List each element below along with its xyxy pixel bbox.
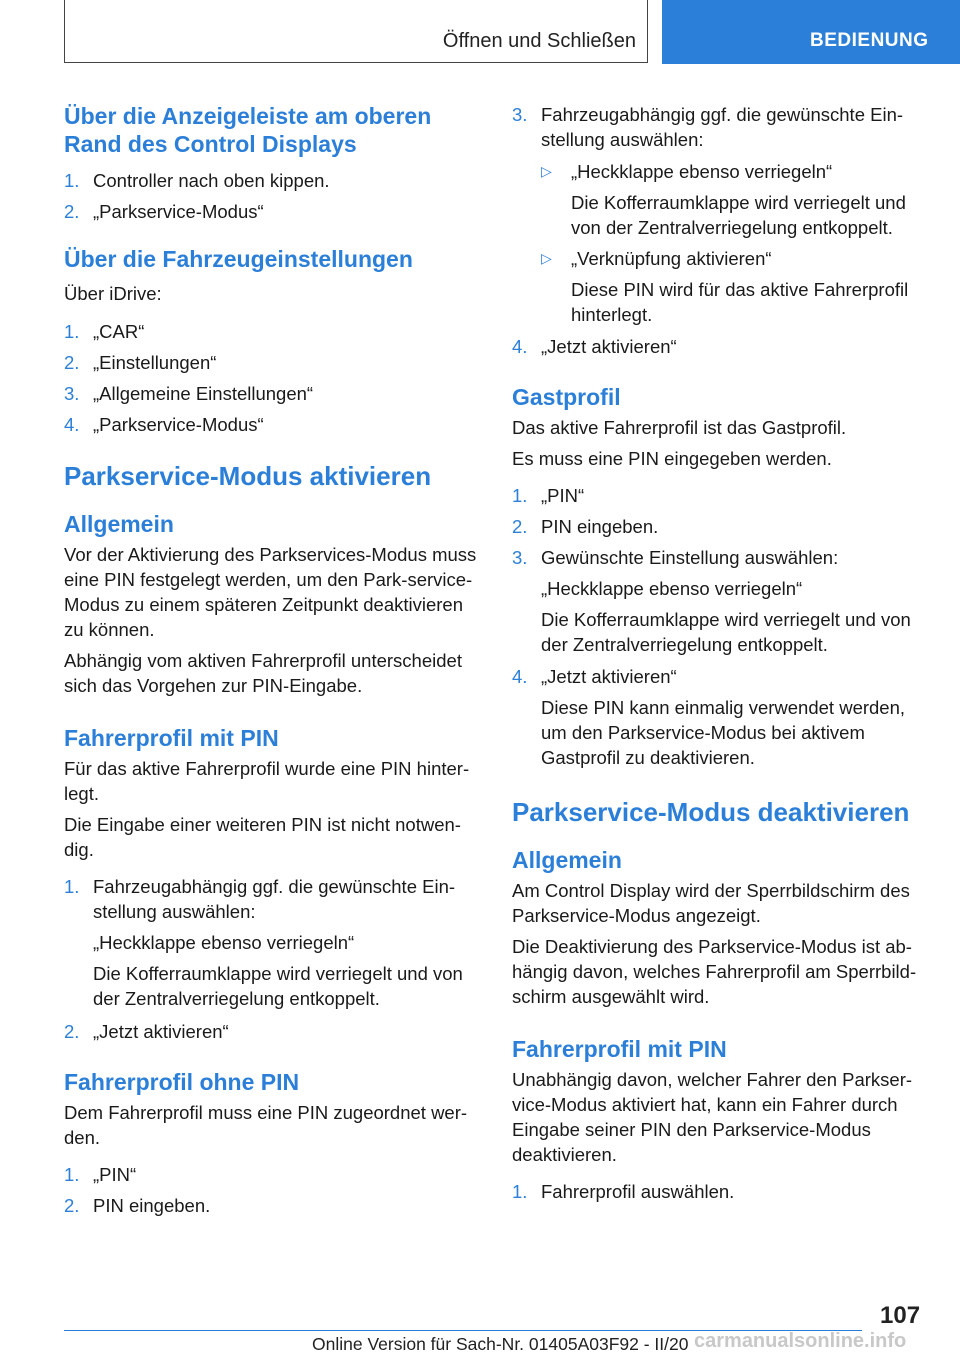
sub-paragraph: „Heckklappe ebenso verriegeln“ xyxy=(93,932,355,953)
chapter-tab-label: BEDIENUNG xyxy=(810,30,929,51)
triangle-icon: ▷ xyxy=(541,250,552,266)
list-number: 1. xyxy=(64,1164,80,1185)
list-item: 1. „CAR“ xyxy=(64,321,145,342)
sub-paragraph: „Heckklappe ebenso verriegeln“ xyxy=(541,578,803,599)
heading-allgemein-2: Allgemein xyxy=(512,847,622,873)
section-title: Öffnen und Schließen xyxy=(442,30,636,52)
list-anzeigeleiste xyxy=(64,168,479,224)
page-number: 107 xyxy=(880,1302,921,1329)
option-title: „Heckklappe ebenso verriegeln“ xyxy=(571,161,833,182)
paragraph: Unabhängig davon, welcher Fahrer den Parkser-vice-Modus aktiviert hat, kann ein Fahrer durch Eingabe seiner PIN den Parkservice-Modus deaktivieren. xyxy=(512,1069,913,1165)
list-number: 2. xyxy=(64,352,80,373)
sub-paragraph: Die Kofferraumklappe wird verriegelt und von der Zentralverriegelung entkoppelt. xyxy=(93,963,463,1009)
watermark: carmanualsonline.info xyxy=(694,1330,907,1352)
list-number: 1. xyxy=(64,876,80,897)
heading-fahrerprofil-mit-pin-2: Fahrerprofil mit PIN xyxy=(512,1036,727,1062)
list-item: 3. „Allgemeine Einstellungen“ xyxy=(64,383,314,404)
list-number: 2. xyxy=(512,516,528,537)
triangle-icon: ▷ xyxy=(541,163,552,179)
heading-anzeigeleiste: Über die Anzeigeleiste am oberen Rand des Control Displays xyxy=(64,103,432,157)
list-number: 4. xyxy=(512,666,528,687)
paragraph: Am Control Display wird der Sperrbildschirm des Parkservice-Modus angezeigt. xyxy=(512,880,910,926)
paragraph: Über iDrive: xyxy=(64,283,162,304)
list-item: 2. „Jetzt aktivieren“ xyxy=(64,1021,229,1042)
list-deaktivieren-mit-pin xyxy=(512,1179,927,1204)
list-item: 2. „Einstellungen“ xyxy=(64,352,217,373)
list-item: 4. „Parkservice-Modus“ xyxy=(64,414,264,435)
list-number: 2. xyxy=(64,1195,80,1216)
paragraph: Es muss eine PIN eingegeben werden. xyxy=(512,448,832,469)
heading-gastprofil: Gastprofil xyxy=(512,384,621,410)
heading-aktivieren: Parkservice-Modus aktivieren xyxy=(64,461,432,491)
paragraph: Dem Fahrerprofil muss eine PIN zugeordnet wer-den. xyxy=(64,1102,468,1148)
list-mit-pin xyxy=(64,874,479,1044)
list-number: 3. xyxy=(512,547,528,568)
list-ohne-pin xyxy=(64,1162,479,1218)
heading-fahrerprofil-mit-pin: Fahrerprofil mit PIN xyxy=(64,725,279,751)
list-number: 2. xyxy=(64,201,80,222)
list-number: 4. xyxy=(512,336,528,357)
list-number: 4. xyxy=(64,414,80,435)
paragraph: Abhängig vom aktiven Fahrerprofil unterscheidet sich das Vorgehen zur PIN-Eingabe. xyxy=(64,650,462,696)
list-item: 1. „PIN“ xyxy=(512,485,585,506)
heading-deaktivieren: Parkservice-Modus deaktivieren xyxy=(512,797,910,827)
paragraph: Das aktive Fahrerprofil ist das Gastprofil. xyxy=(512,417,847,438)
option-text: Die Kofferraumklappe wird verriegelt und von der Zentralverriegelung entkoppelt. xyxy=(571,192,906,238)
list-item: 1. „PIN“ xyxy=(64,1164,137,1185)
right-column xyxy=(512,102,927,1204)
option-title: „Verknüpfung aktivieren“ xyxy=(571,248,772,269)
list-item: 1. Controller nach oben kippen. xyxy=(64,170,330,191)
heading-allgemein: Allgemein xyxy=(64,511,174,537)
list-item: 2. PIN eingeben. xyxy=(512,516,659,537)
option-heckklappe xyxy=(541,159,927,240)
list-item: 4. „Jetzt aktivieren“ Diese PIN kann einmalig verwendet werden, um den Parkservice-Modus bei aktivem Gastprofil zu deaktivieren. xyxy=(512,664,927,770)
list-item: 1. Fahrzeugabhängig ggf. die gewünschte Ein-stellung auswählen: „Heckklappe ebenso verriegeln“ Die Kofferraumklappe wird verriegelt und von der Zentralverriegelung entkoppelt. xyxy=(64,874,479,1011)
footer-text: Online Version für Sach-Nr. 01405A03F92 - II/20 xyxy=(312,1334,689,1354)
list-item: 2. „Parkservice-Modus“ xyxy=(64,201,264,222)
list-number: 1. xyxy=(64,170,80,191)
list-mit-pin-continued xyxy=(512,102,927,359)
left-column xyxy=(64,102,479,1218)
option-verknuepfung xyxy=(541,246,927,327)
list-item: 2. PIN eingeben. xyxy=(64,1195,211,1216)
list-number: 1. xyxy=(512,1181,528,1202)
list-item: 1. Fahrerprofil auswählen. xyxy=(512,1181,735,1202)
paragraph: Für das aktive Fahrerprofil wurde eine PIN hinter-legt. xyxy=(64,758,470,804)
list-number: 1. xyxy=(512,485,528,506)
chapter-tab xyxy=(662,0,960,64)
page-header xyxy=(0,0,960,66)
list-fahrzeugeinstellungen xyxy=(64,319,479,437)
option-text: Diese PIN wird für das aktive Fahrerprofil hinterlegt. xyxy=(571,279,909,325)
paragraph: Vor der Aktivierung des Parkservices-Modus muss eine PIN festgelegt werden, um den Park-service-Modus zu einem späteren Zeitpunkt deaktivieren zu können. xyxy=(64,544,477,640)
list-item: 3. Fahrzeugabhängig ggf. die gewünschte Ein-stellung auswählen: ▷ „Heckklappe ebenso verriegeln“ Die Kofferraumklappe wird verriegelt und von der Zentralverriegelung entkoppelt. ▷ „Verknüpfung aktivieren“ Diese PIN wird für das aktive Fahrerprofil hinterlegt. xyxy=(512,102,927,327)
list-number: 3. xyxy=(64,383,80,404)
list-gastprofil xyxy=(512,483,927,770)
sub-paragraph: Die Kofferraumklappe wird verriegelt und von der Zentralverriegelung entkoppelt. xyxy=(541,609,911,655)
heading-fahrerprofil-ohne-pin: Fahrerprofil ohne PIN xyxy=(64,1069,300,1095)
paragraph: Die Deaktivierung des Parkservice-Modus ist ab-hängig davon, welches Fahrerprofil am Sperrbild-schirm ausgewählt wird. xyxy=(512,936,917,1007)
heading-fahrzeugeinstellungen: Über die Fahrzeugeinstellungen xyxy=(64,246,413,272)
sub-paragraph: Diese PIN kann einmalig verwendet werden, um den Parkservice-Modus bei aktivem Gastprofil zu deaktivieren. xyxy=(541,697,906,768)
list-number: 3. xyxy=(512,104,528,125)
list-number: 2. xyxy=(64,1021,80,1042)
paragraph: Die Eingabe einer weiteren PIN ist nicht notwen-dig. xyxy=(64,814,461,860)
list-item: 3. Gewünschte Einstellung auswählen: „Heckklappe ebenso verriegeln“ Die Kofferraumklappe wird verriegelt und von der Zentralverriegelung entkoppelt. xyxy=(512,545,927,657)
list-item: 4. „Jetzt aktivieren“ xyxy=(512,336,677,357)
list-number: 1. xyxy=(64,321,80,342)
